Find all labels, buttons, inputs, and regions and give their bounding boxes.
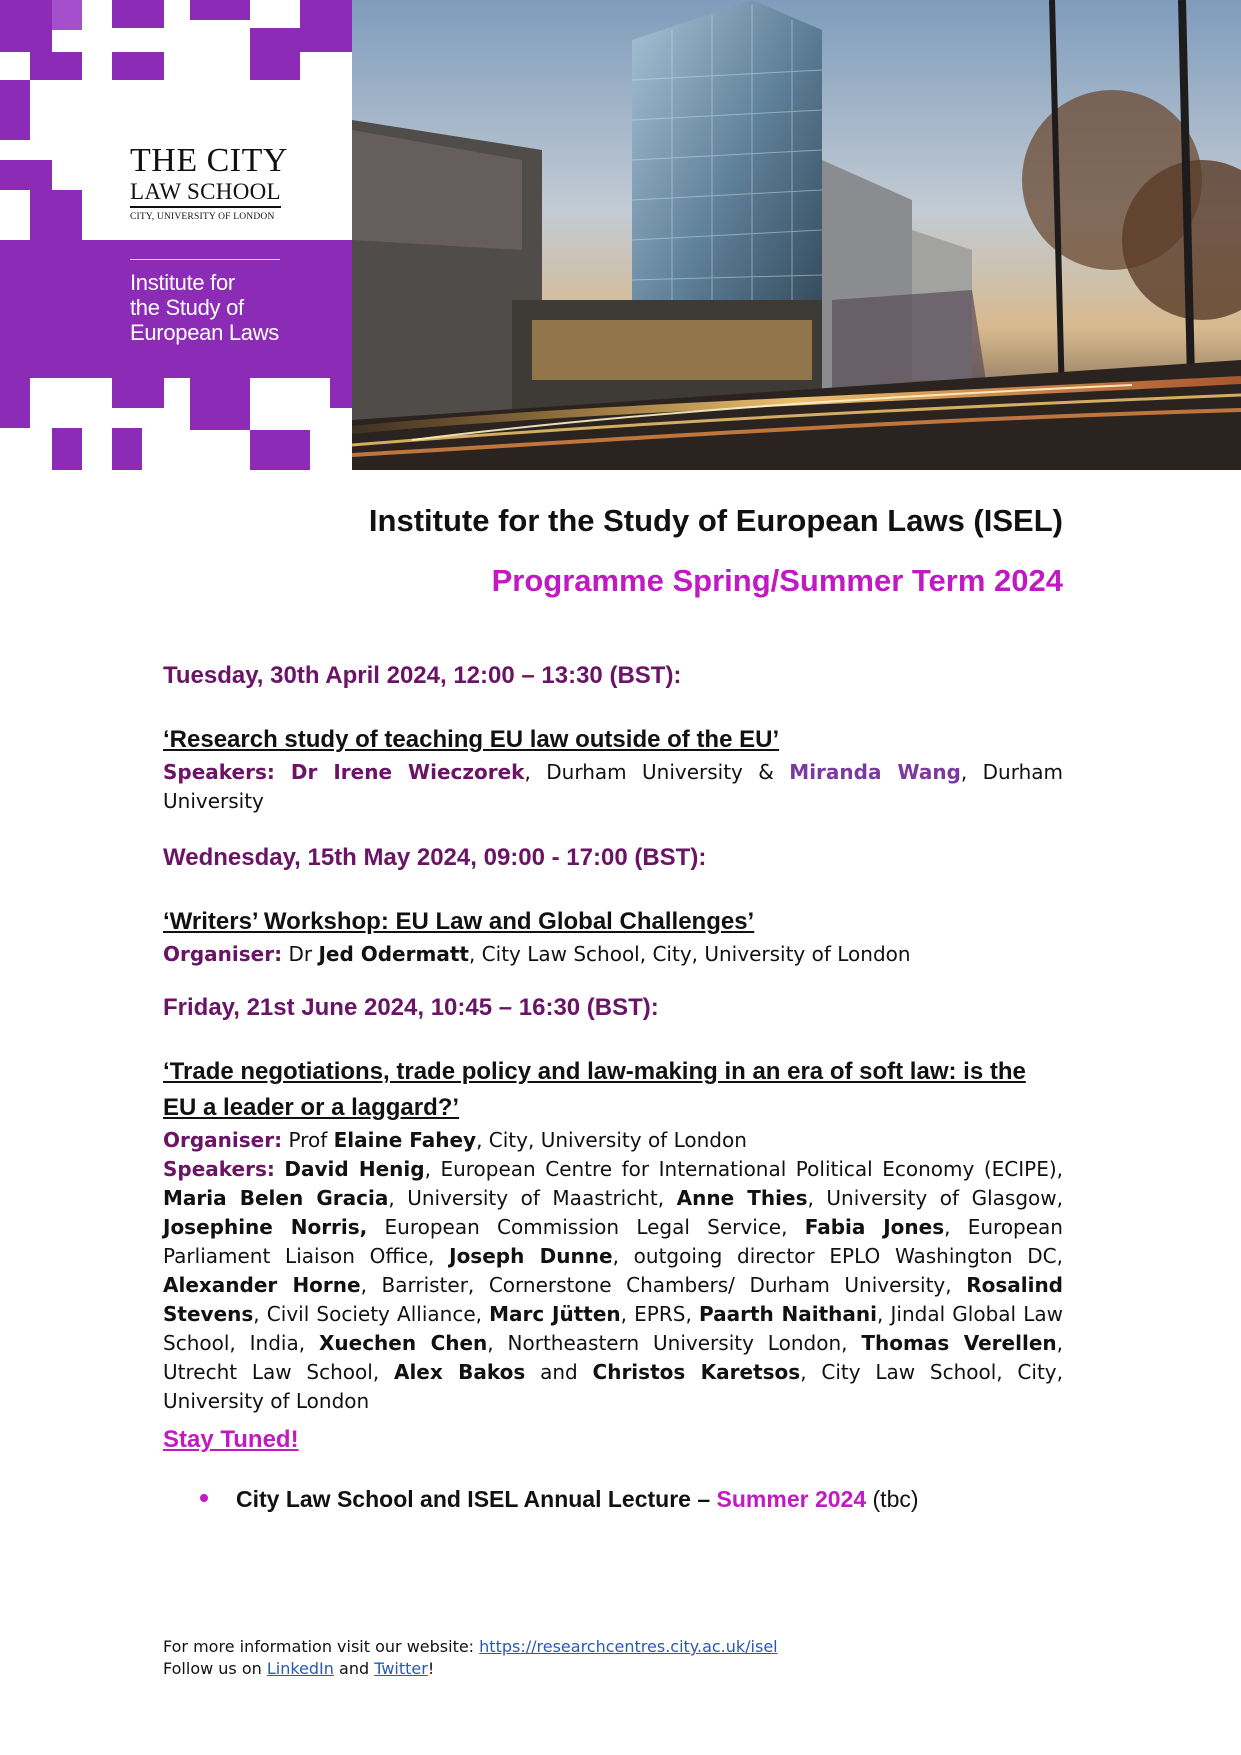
logo-university: CITY, UNIVERSITY OF LONDON bbox=[130, 212, 275, 222]
speaker-name: Anne Thies bbox=[676, 1186, 808, 1210]
speaker-affiliation: , Northeastern University London, bbox=[487, 1331, 862, 1355]
speaker-name: Thomas Verellen bbox=[861, 1331, 1057, 1355]
speaker-affiliation: and bbox=[525, 1360, 593, 1384]
footer-follow-label: Follow us on bbox=[163, 1659, 267, 1678]
speaker-affiliation: , European Parliament Liaison Office, bbox=[163, 1215, 1063, 1268]
event-3-organiser bbox=[163, 1126, 1063, 1155]
annual-lecture-date: Summer 2024 bbox=[716, 1486, 867, 1512]
speaker-affiliation: , City Law School, City, University of London bbox=[163, 1360, 1063, 1413]
event-3-organiser-label: Organiser: bbox=[163, 1128, 283, 1152]
street-scene-illustration bbox=[352, 0, 1241, 470]
speaker-affiliation: , EPRS, bbox=[620, 1302, 699, 1326]
brand-pattern bbox=[0, 0, 412, 470]
isel-line-2: the Study of bbox=[130, 295, 244, 320]
speaker-name: Paarth Naithani bbox=[698, 1302, 877, 1326]
speaker-affiliation: , European Centre for International Political Economy (ECIPE), bbox=[424, 1157, 1064, 1181]
logo-title: THE CITY bbox=[130, 142, 288, 179]
event-1-speakers bbox=[163, 758, 1063, 816]
event-3-organiser-title: Prof bbox=[282, 1128, 334, 1152]
event-1-date: Tuesday, 30th April 2024, 12:00 – 13:30 (BST): bbox=[163, 662, 682, 689]
city-building-photo bbox=[352, 0, 1241, 470]
event-2 bbox=[163, 843, 1063, 969]
footer-website-line bbox=[163, 1636, 778, 1658]
event-3-date: Friday, 21st June 2024, 10:45 – 16:30 (BST): bbox=[163, 994, 659, 1021]
event-1-speaker-2: Miranda Wang bbox=[789, 760, 961, 784]
speaker-name: Joseph Dunne bbox=[449, 1244, 613, 1268]
footer-website-label: For more information visit our website: bbox=[163, 1637, 480, 1656]
page-subtitle: Programme Spring/Summer Term 2024 bbox=[491, 563, 1063, 598]
event-2-organiser-label: Organiser: bbox=[163, 942, 283, 966]
linkedin-link[interactable]: LinkedIn bbox=[266, 1659, 334, 1678]
event-1-speaker-1-affiliation: , Durham University & bbox=[524, 760, 790, 784]
event-3-title: ‘Trade negotiations, trade policy and law-making in an era of soft law: is the EU a leader or a laggard?’ bbox=[163, 1058, 1026, 1121]
annual-lecture-title: City Law School and ISEL Annual Lecture – bbox=[236, 1486, 717, 1512]
event-3-organiser-name: Elaine Fahey bbox=[333, 1128, 477, 1152]
event-2-organiser-title: Dr bbox=[282, 942, 319, 966]
page-title: Institute for the Study of European Laws (ISEL) bbox=[368, 503, 1063, 538]
speaker-name: Christos Karetsos bbox=[592, 1360, 801, 1384]
stay-tuned-heading: Stay Tuned! bbox=[163, 1426, 299, 1453]
speaker-name: Rosalind Stevens bbox=[163, 1273, 1063, 1326]
event-1 bbox=[163, 661, 1063, 816]
event-2-organiser-name: Jed Odermatt bbox=[318, 942, 469, 966]
isel-line-3: European Laws bbox=[130, 320, 279, 345]
speaker-name: Maria Belen Gracia bbox=[163, 1186, 389, 1210]
footer-and-text: and bbox=[333, 1659, 375, 1678]
logo-subtitle: LAW SCHOOL bbox=[130, 180, 281, 208]
event-3 bbox=[163, 993, 1063, 1416]
header-banner bbox=[0, 0, 1241, 470]
speaker-affiliation: , University of Glasgow, bbox=[807, 1186, 1063, 1210]
upcoming-list-item bbox=[200, 1486, 919, 1513]
event-2-date: Wednesday, 15th May 2024, 09:00 - 17:00 (BST): bbox=[163, 844, 707, 871]
speaker-affiliation: European Commission Legal Service, bbox=[367, 1215, 805, 1239]
speaker-name: Xuechen Chen bbox=[318, 1331, 488, 1355]
speaker-name: Alexander Horne bbox=[163, 1273, 361, 1297]
speaker-affiliation: , outgoing director EPLO Washington DC, bbox=[612, 1244, 1063, 1268]
bullet-icon bbox=[200, 1494, 208, 1502]
speaker-affiliation: , Jindal Global Law School, India, bbox=[163, 1302, 1064, 1355]
speaker-affiliation: , Utrecht Law School, bbox=[163, 1331, 1063, 1384]
annual-lecture-note: (tbc) bbox=[866, 1486, 919, 1512]
event-2-organiser-affiliation: , City Law School, City, University of London bbox=[468, 942, 911, 966]
speaker-name: Fabia Jones bbox=[804, 1215, 945, 1239]
event-1-title: ‘Research study of teaching EU law outside of the EU’ bbox=[163, 726, 780, 753]
speaker-name: David Henig bbox=[284, 1157, 425, 1181]
isel-line-1: Institute for bbox=[130, 270, 235, 295]
isel-divider bbox=[130, 259, 280, 260]
event-1-speaker-2-affiliation: , Durham University bbox=[163, 760, 1063, 813]
speaker-affiliation: , University of Maastricht, bbox=[388, 1186, 677, 1210]
isel-panel bbox=[82, 240, 354, 378]
event-2-organiser bbox=[163, 940, 1063, 969]
event-1-speakers-label: Speakers: Dr Irene Wieczorek bbox=[163, 760, 525, 784]
speaker-name: Josephine Norris, bbox=[163, 1215, 368, 1239]
speaker-affiliation: , Civil Society Alliance, bbox=[253, 1302, 490, 1326]
website-link[interactable]: https://researchcentres.city.ac.uk/isel bbox=[479, 1637, 778, 1656]
footer bbox=[163, 1636, 778, 1680]
speaker-name: Alex Bakos bbox=[393, 1360, 526, 1384]
speaker-name: Marc Jütten bbox=[489, 1302, 621, 1326]
event-3-speakers-label: Speakers: bbox=[163, 1157, 275, 1181]
isel-institute-name bbox=[130, 270, 279, 345]
city-law-school-logo bbox=[82, 80, 354, 240]
footer-social-line bbox=[163, 1658, 778, 1680]
event-2-title: ‘Writers’ Workshop: EU Law and Global Challenges’ bbox=[163, 908, 755, 935]
speaker-affiliation: , Barrister, Cornerstone Chambers/ Durham University, bbox=[360, 1273, 967, 1297]
footer-exclamation: ! bbox=[427, 1659, 435, 1678]
twitter-link[interactable]: Twitter bbox=[374, 1659, 428, 1678]
event-3-organiser-affiliation: , City, University of London bbox=[476, 1128, 747, 1152]
event-3-speakers bbox=[163, 1155, 1063, 1416]
